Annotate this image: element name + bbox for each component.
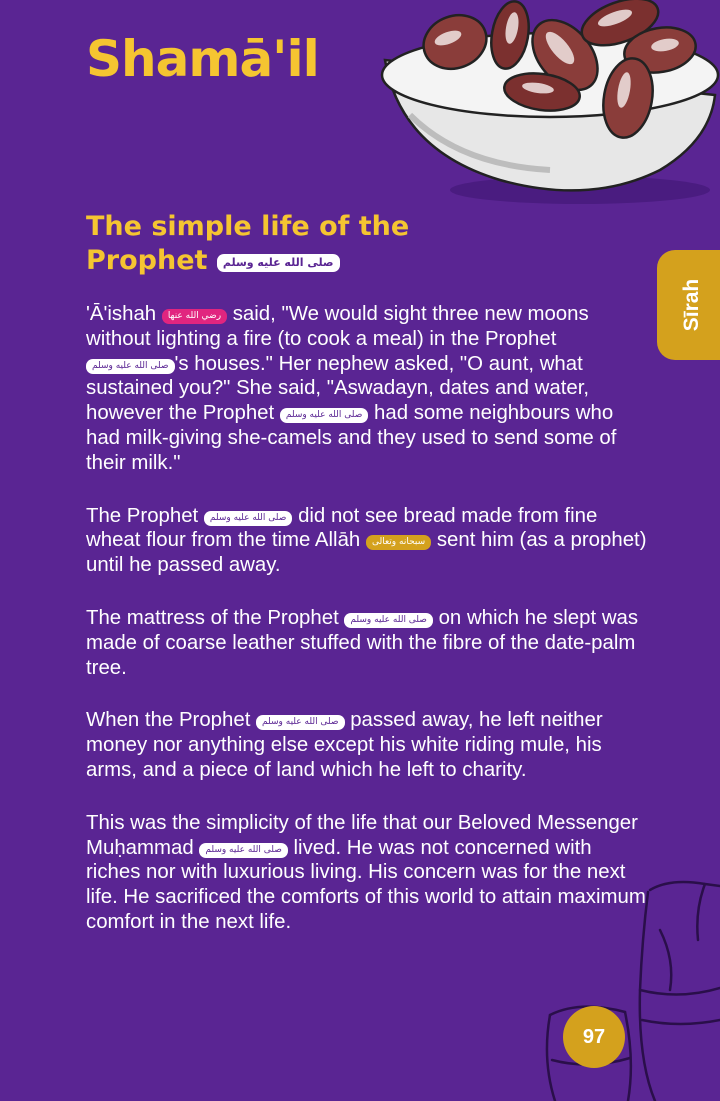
page-title: Shamā'il	[86, 30, 319, 88]
text-span: did not see bread made from fine wheat flour from the time Allāh	[86, 504, 598, 552]
body-text	[86, 302, 648, 963]
text-span: When the Prophet	[86, 709, 251, 732]
text-span: This was the simplicity of the life that our Beloved Messenger Muḥammad	[86, 811, 638, 859]
sirah-tab[interactable]	[657, 250, 720, 360]
honorific-badge: صلى الله عليه وسلم	[217, 254, 340, 272]
honorific-badge-aishah: رضي الله عنها	[162, 309, 227, 324]
honorific-badge-allah: سبحانه وتعالى	[366, 535, 431, 550]
section-title	[86, 210, 466, 278]
section-title-line2: Prophet	[86, 245, 208, 276]
text-span: passed away, he left neither money nor anything else except his white riding mule, his arms, and a piece of land which he left to charity.	[86, 709, 603, 781]
honorific-badge: صلى الله عليه وسلم	[199, 843, 288, 858]
text-span: 's houses." Her nephew asked, "O aunt, what sustained you?" She said, "Aswadayn, dates and water, however the Prophet	[86, 352, 590, 425]
text-span: The Prophet	[86, 504, 199, 527]
text-span: said, "We would sight three new moons without lighting a fire (to cook a meal) in the Prophet	[86, 303, 589, 350]
paragraph-3	[86, 606, 648, 680]
dates-bowl-illustration	[380, 0, 720, 210]
honorific-badge: صلى الله عليه وسلم	[204, 511, 293, 526]
text-span: had some neighbours who had milk-giving she-camels and they used to send some of their milk."	[86, 402, 617, 474]
sirah-tab-label: Sīrah	[680, 278, 703, 332]
text-span: lived. He was not concerned with riches nor with luxurious living. His concern was for the next life. He sacrificed the comforts of this world to attain maximum comfort in the next life.	[86, 836, 646, 933]
text-span: on which he slept was made of coarse leather stuffed with the fibre of the date-palm tree.	[86, 606, 639, 679]
text-span: sent him (as a prophet) until he passed away.	[86, 529, 647, 577]
honorific-badge: صلى الله عليه وسلم	[344, 613, 433, 628]
water-jar-illustration	[530, 870, 720, 1101]
honorific-badge: صلى الله عليه وسلم	[86, 359, 175, 374]
text-span: 'Ā'ishah	[86, 303, 157, 325]
honorific-badge: صلى الله عليه وسلم	[256, 715, 345, 730]
honorific-badge: صلى الله عليه وسلم	[280, 408, 369, 423]
paragraph-2	[86, 504, 648, 578]
page-number-badge: 97	[563, 1006, 625, 1068]
paragraph-4	[86, 708, 648, 782]
text-span: The mattress of the Prophet	[86, 606, 339, 629]
section-title-line1: The simple life of the	[86, 211, 410, 242]
paragraph-1	[86, 302, 648, 476]
